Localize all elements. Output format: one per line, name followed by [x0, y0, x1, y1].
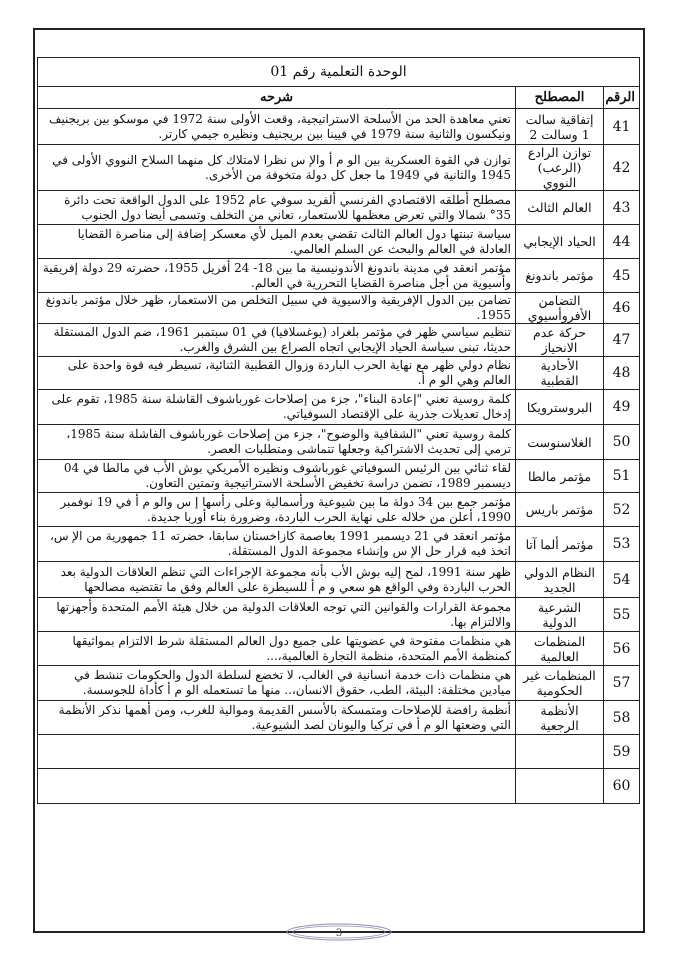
row-number: 51: [604, 460, 640, 493]
table-row: [38, 293, 640, 324]
page-footer-ornament: [279, 920, 399, 944]
row-explanation: أنظمة رافضة للإصلاحات ومتمسكة بالأسس القديمة وموالية للغرب، ومن أهمها نذكر الأنظمة التي وضعتها الو م أ في تركيا واليونان لصد الشيوعية.: [38, 701, 516, 735]
table-row: [38, 145, 640, 191]
row-term: حركة عدم الانحياز: [516, 324, 604, 357]
row-explanation: سياسة تبنتها دول العالم الثالث تقضي بعدم الميل لأي معسكر إضافة إلى مناصرة القضايا العادلة في العالم والبحث عن السلم العالمي.: [38, 225, 516, 259]
table-row: [38, 598, 640, 632]
row-term: التضامن الأفروأسيوي: [516, 293, 604, 324]
table-row: [38, 769, 640, 804]
row-explanation: توازن في القوة العسكرية بين الو م أ والإ س نظرا لامتلاك كل منهما السلاح النووي الأولى في 1945 والثانية في 1949 ما جعل كل دولة متخوفة من الأخرى.: [38, 145, 516, 191]
row-explanation: تضامن بين الدول الإفريقية والاسيوية في سبيل التخلص من الاستعمار، ظهر خلال مؤتمر باندونغ 1955.: [38, 293, 516, 324]
page-number: 3: [335, 928, 343, 939]
row-explanation: هي منظمات مفتوحة في عضويتها على جميع دول العالم المستقلة شرط الالتزام بمواثيقها كمنظمة الأمم المتحدة، منظمة التجارة العالمية،...: [38, 632, 516, 666]
row-term: المنظمات العالمية: [516, 632, 604, 666]
row-number: 45: [604, 259, 640, 293]
row-number: 49: [604, 390, 640, 425]
row-number: 42: [604, 145, 640, 191]
unit-title: الوحدة التعلمية رقم 01: [38, 58, 640, 87]
row-number: 48: [604, 357, 640, 390]
row-term: الشرعية الدولية: [516, 598, 604, 632]
table-row: [38, 666, 640, 701]
row-explanation: تنظيم سياسي ظهر في مؤتمر بلغراد (يوغسلافيا) في 01 سبتمبر 1961، ضم الدول المستقلة حديثا، تبنى سياسة الحياد الإيجابي اتجاه الصراع بين الشرق والغرب.: [38, 324, 516, 357]
row-explanation: مجموعة القرارات والقوانين التي توجه العلاقات الدولية من خلال هيئة الأمم المتحدة وأجهزتها والالتزام بها.: [38, 598, 516, 632]
row-explanation: [38, 735, 516, 769]
row-number: 43: [604, 191, 640, 225]
row-explanation: مصطلح أطلقه الاقتصادي الفرنسي ألفريد سوفي عام 1952 على الدول الواقعة تحت دائرة 35° شمالا والتي تعرض معظمها للاستعمار، تعاني من التخلف وتسمى أيضا دول الجنوب: [38, 191, 516, 225]
row-explanation: مؤتمر جمع بين 34 دولة ما بين شيوعية ورأسمالية وعلى رأسها إ س والو م أ في 19 نوفمبر 1990، أعلن من خلاله على نهاية الحرب الباردة، وضرورة بناء أوربا جديدة.: [38, 493, 516, 527]
row-term: إتفاقية سالت 1 وسالت 2: [516, 109, 604, 145]
row-explanation: لقاء ثنائي بين الرئيس السوفياتي غورباشوف ونظيره الأمريكي بوش الأب في مالطا في 04 ديسمبر 1989، تضمن دراسة تخفيض الأسلحة الاستراتيجية وتمتين التعاون.: [38, 460, 516, 493]
row-number: 41: [604, 109, 640, 145]
row-explanation: تعني معاهدة الحد من الأسلحة الاستراتيجية، وقعت الأولى سنة 1972 في موسكو بين بريجنيف ونيكسون والثانية سنة 1979 في فيينا بين بريجنيف ونظيره جيمي كارتر.: [38, 109, 516, 145]
ornament-icon: [279, 920, 399, 944]
table-row: [38, 562, 640, 598]
row-number: 52: [604, 493, 640, 527]
row-term: [516, 769, 604, 804]
table-row: [38, 425, 640, 460]
header-number: الرقم: [604, 87, 640, 109]
row-term: المنظمات غير الحكومية: [516, 666, 604, 701]
row-number: 58: [604, 701, 640, 735]
table-row: [38, 493, 640, 527]
row-term: الغلاسنوست: [516, 425, 604, 460]
row-term: العالم الثالث: [516, 191, 604, 225]
row-explanation: نظام دولي ظهر مع نهاية الحرب الباردة وزوال القطبية الثنائية، تسيطر فيه قوة واحدة على العالم وهي الو م أ.: [38, 357, 516, 390]
row-explanation: كلمة روسية تعني "إعادة البناء"، جزء من إصلاحات غورباشوف القاشلة سنة 1985، تقوم على إدخال تعديلات جذرية على الإقتصاد السوفياتي.: [38, 390, 516, 425]
table-row: [38, 324, 640, 357]
row-term: توازن الرادع (الرعب) النووي: [516, 145, 604, 191]
row-number: 50: [604, 425, 640, 460]
row-number: 46: [604, 293, 640, 324]
glossary-table: [37, 57, 640, 804]
row-number: 54: [604, 562, 640, 598]
row-number: 56: [604, 632, 640, 666]
row-number: 47: [604, 324, 640, 357]
row-number: 44: [604, 225, 640, 259]
row-term: [516, 735, 604, 769]
table-row: [38, 109, 640, 145]
header-row: [38, 87, 640, 109]
header-explanation: شرحه: [38, 87, 516, 109]
table-row: [38, 735, 640, 769]
row-term: النظام الدولي الجديد: [516, 562, 604, 598]
table-row: [38, 357, 640, 390]
row-explanation: ظهر سنة 1991، لمح إليه بوش الأب بأنه مجموعة الإجراءات التي تنظم العلاقات الدولية بعد الحرب الباردة وفي الواقع هو سعي و م أ للسيطرة على العالم وفق ما تقتضيه مصالحها: [38, 562, 516, 598]
row-term: الأحادية القطبية: [516, 357, 604, 390]
table-row: [38, 527, 640, 562]
table-row: [38, 632, 640, 666]
unit-title-row: [38, 58, 640, 87]
row-number: 59: [604, 735, 640, 769]
row-term: مؤتمر باندونغ: [516, 259, 604, 293]
table-row: [38, 259, 640, 293]
row-explanation: مؤتمر انعقد في 21 ديسمبر 1991 بعاصمة كازاخستان سابقا، حضرته 11 جمهورية من الإ س، اتخذ فيه قرار حل الإ س وإنشاء مجموعة الدول المستقلة.: [38, 527, 516, 562]
table-row: [38, 390, 640, 425]
row-explanation: كلمة روسية تعني "الشفافية والوضوح"، جزء من إصلاحات غورباشوف الفاشلة سنة 1985، ترمي إلى تحديث الاشتراكية وجعلها تتماشى ومتطلبات العصر.: [38, 425, 516, 460]
row-number: 57: [604, 666, 640, 701]
table-row: [38, 701, 640, 735]
row-term: البروسترويكا: [516, 390, 604, 425]
table-row: [38, 191, 640, 225]
row-number: 55: [604, 598, 640, 632]
row-term: الحياد الإيجابي: [516, 225, 604, 259]
row-term: مؤتمر ألما آتا: [516, 527, 604, 562]
table-row: [38, 225, 640, 259]
row-explanation: [38, 769, 516, 804]
table-row: [38, 460, 640, 493]
row-term: مؤتمر باريس: [516, 493, 604, 527]
row-number: 53: [604, 527, 640, 562]
header-term: المصطلح: [516, 87, 604, 109]
row-number: 60: [604, 769, 640, 804]
row-term: مؤتمر مالطا: [516, 460, 604, 493]
row-explanation: هي منظمات ذات خدمة انسانية في الغالب، لا تخضع لسلطة الدول والحكومات تنشط في ميادين مختلفة: البيئة، الطب، حقوق الانسان،.. منها ما تستعمله الو م أ كأداة للجوسسة.: [38, 666, 516, 701]
row-term: الأنظمة الرجعية: [516, 701, 604, 735]
row-explanation: مؤتمر انعقد في مدينة باندونغ الأندونيسية ما بين 18- 24 أفريل 1955، حضرته 29 دولة إفريقية وأسيوية من أجل مناصرة القضايا التحررية في العالم.: [38, 259, 516, 293]
